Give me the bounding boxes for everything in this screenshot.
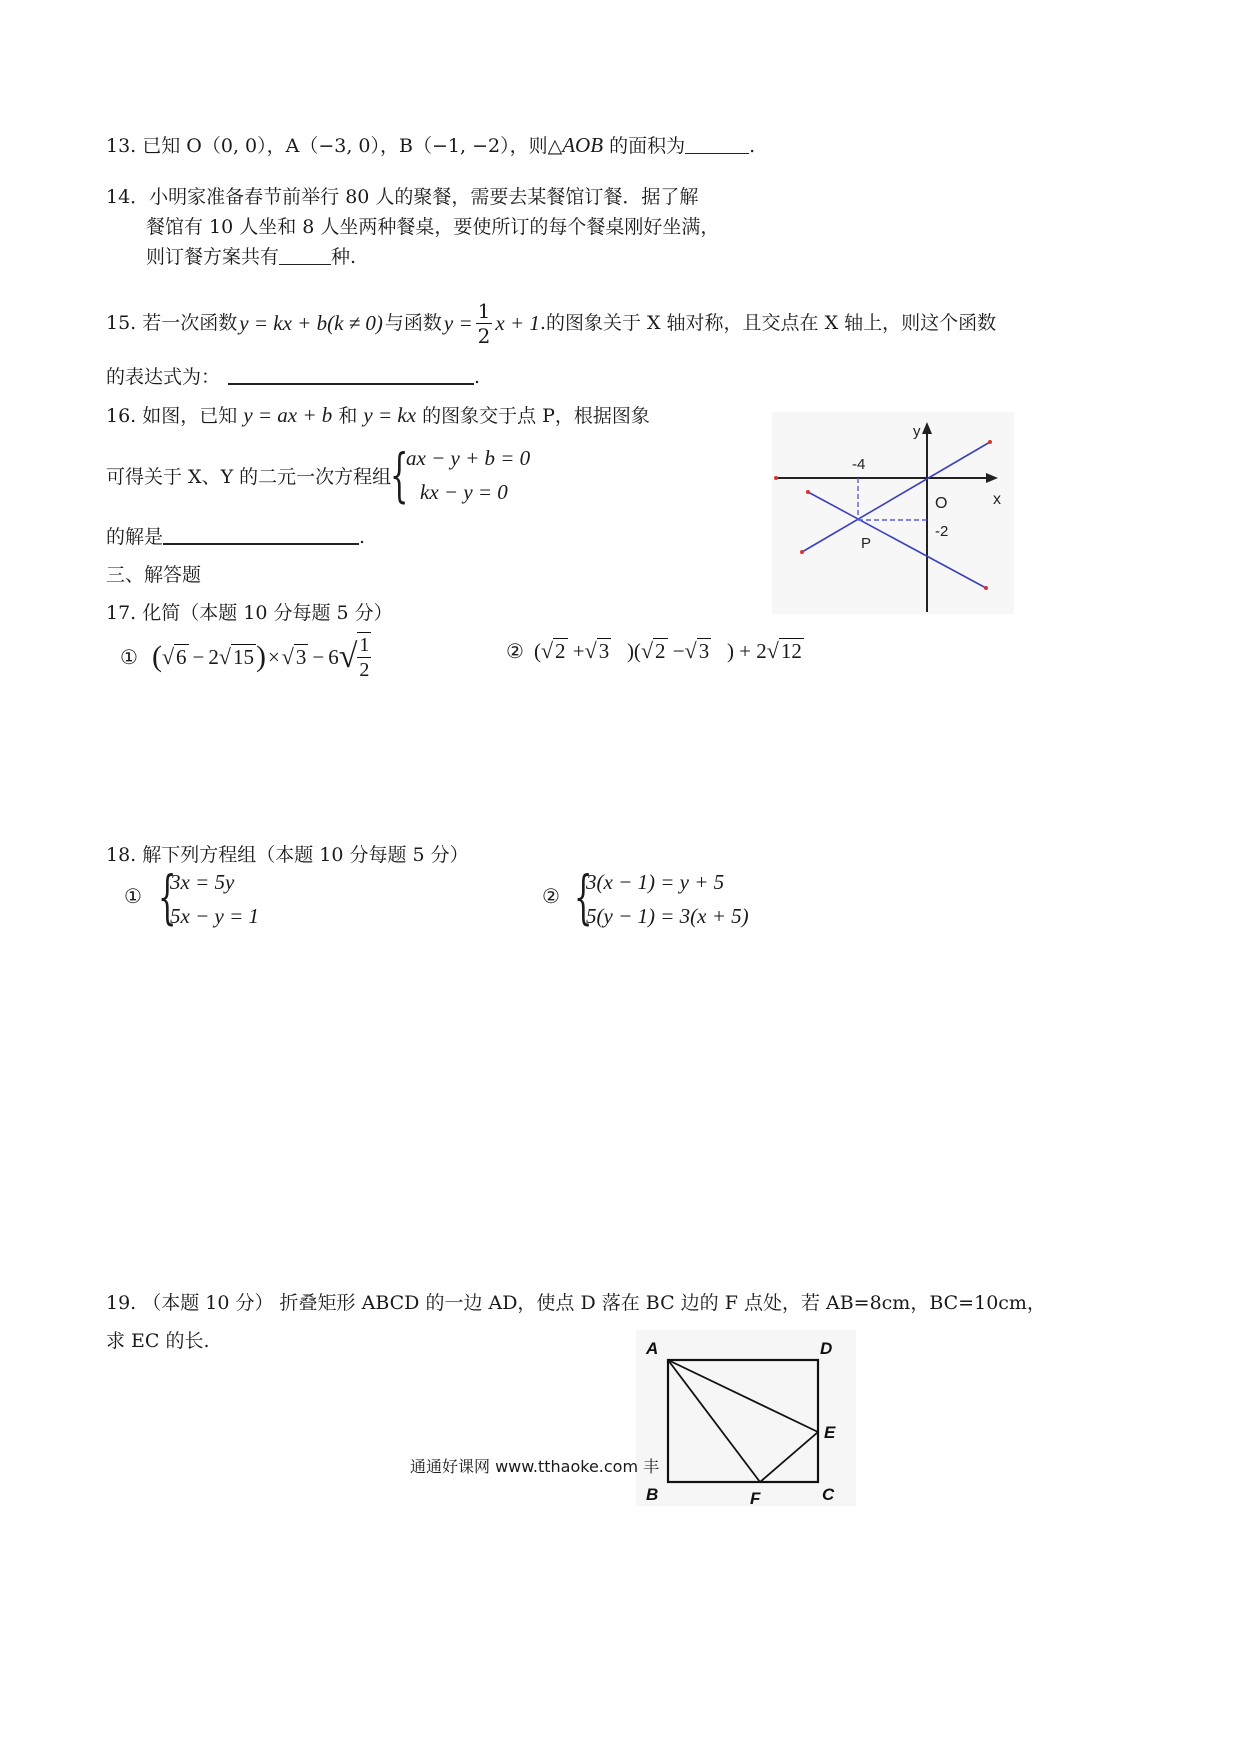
q15-eq1: y = kx + b(k ≠ 0) (239, 311, 383, 335)
q13-answer-blank[interactable] (685, 133, 749, 154)
q13-tail: 的面积为 (603, 135, 686, 157)
endpoint-a1 (800, 550, 804, 554)
q13-aob: AOB (562, 133, 604, 157)
q15-answer-blank[interactable] (228, 363, 474, 385)
q15-end: . (474, 366, 481, 388)
q17-part2-label: ② (506, 639, 524, 663)
q13-triangle: △ (547, 135, 563, 157)
label-e: E (824, 1423, 836, 1442)
q16-line1 (106, 400, 650, 431)
label-f: F (750, 1489, 761, 1506)
q13-text: 13. 已知 O（0, 0），A（−3, 0），B（−1, −2），则 (106, 135, 548, 157)
q16-end: . (359, 526, 366, 548)
q19-line1: 19. （本题 10 分） 折叠矩形 ABCD 的一边 AD，使点 D 落在 BC 边的 F 点处，若 AB=8cm，BC=10cm， (106, 1292, 1046, 1314)
q18-part2-label: ② (542, 884, 560, 908)
q15-frac-den: 2 (477, 323, 491, 348)
q13-end: . (749, 135, 756, 157)
q16-prefix: 16. 如图，已知 (106, 405, 238, 427)
q16-eqA: y = ax + b (243, 403, 333, 427)
origin-label: O (935, 495, 948, 512)
q18-part2-brace: { (574, 863, 593, 931)
label-d: D (820, 1339, 833, 1358)
label-a: A (646, 1339, 659, 1358)
q15-fraction (476, 299, 493, 348)
label-c: C (822, 1485, 835, 1504)
q16-line2-text: 可得关于 X、Y 的二元一次方程组 (106, 466, 392, 488)
q14-line3a: 则订餐方案共有 (146, 246, 280, 268)
q16-answer-blank[interactable] (163, 523, 359, 545)
point-p-label: P (861, 535, 872, 552)
q15-line2-text: 的表达式为： (106, 366, 221, 388)
q19-rectangle-diagram (636, 1330, 856, 1506)
q16-graph (772, 412, 1014, 614)
x-axis-label: x (993, 491, 1001, 508)
q17-part2 (506, 638, 804, 664)
q14-line2: 餐馆有 10 人坐和 8 人坐两种餐桌，要使所订的每个餐桌刚好坐满， (146, 216, 720, 238)
tick-y-label: -2 (935, 523, 949, 540)
y-axis-label: y (913, 423, 921, 440)
q16-sys1: ax − y + b = 0 (406, 446, 531, 470)
q16-eqB: y = kx (363, 403, 417, 427)
q14-line3 (106, 242, 719, 272)
q16-suffix: 的图象交于点 P，根据图象 (422, 405, 650, 427)
q18-title: 18. 解下列方程组（本题 10 分每题 5 分） (106, 844, 469, 866)
q15-line2 (106, 362, 480, 392)
q18-part1-label: ① (124, 884, 142, 908)
q17-part1 (120, 632, 371, 682)
q16-line3-text: 的解是 (106, 526, 164, 548)
endpoint-a2 (988, 440, 992, 444)
page-footer: 通通好课网 www.tthaoke.com 丰 (410, 1457, 660, 1476)
q17-part1-label: ① (120, 645, 138, 669)
q17-part1-expr: ( √ 6 − 2 √ 15 ) × √ 3 − 6 √ $\frac{1}{2}$ (151, 634, 370, 681)
axis-endpoint (774, 476, 778, 480)
q18-p1-eq2: 5x − y = 1 (170, 904, 259, 928)
question-14 (106, 182, 719, 272)
q16-line3 (106, 522, 365, 552)
q14-line3b: 种. (331, 246, 357, 268)
q16-system-brace: { (390, 441, 409, 509)
q15-suffix: .的图象关于 X 轴对称，且交点在 X 轴上，则这个函数 (539, 312, 997, 334)
q17-title: 17. 化简（本题 10 分每题 5 分） (106, 602, 393, 624)
q16-sys2: kx − y = 0 (420, 480, 508, 504)
q15-prefix: 15. 若一次函数 (106, 312, 238, 334)
question-15 (106, 298, 996, 348)
q15-eq2-right: x + 1 (495, 311, 540, 335)
tick-x-label: -4 (852, 456, 866, 473)
q17-part2-expr: ( √ 2 + √ 3 )( √ 2 − √ 3 ) + 2 √ 12 (533, 638, 802, 663)
q15-mid: 与函数 (384, 312, 442, 334)
q19-line2: 求 EC 的长. (106, 1330, 210, 1352)
endpoint-b2 (984, 586, 988, 590)
q14-line1: 14．小明家准备春节前举行 80 人的聚餐，需要去某餐馆订餐．据了解 (106, 186, 699, 208)
q18-p2-eq1: 3(x − 1) = y + 5 (586, 870, 725, 894)
label-b: B (646, 1485, 659, 1504)
q18-p2-eq2: 5(y − 1) = 3(x + 5) (586, 904, 749, 928)
endpoint-b1 (806, 490, 810, 494)
q14-answer-blank[interactable] (279, 244, 331, 265)
q15-frac-num: 1 (477, 298, 491, 323)
question-13 (106, 130, 755, 161)
q18-p1-eq1: 3x = 5y (170, 870, 235, 894)
q16-mid: 和 (338, 405, 358, 427)
q15-eq2-left: y = (443, 311, 473, 335)
section-3-title: 三、解答题 (106, 564, 202, 586)
q18-part1-brace: { (158, 863, 177, 931)
q16-line2 (106, 462, 391, 492)
